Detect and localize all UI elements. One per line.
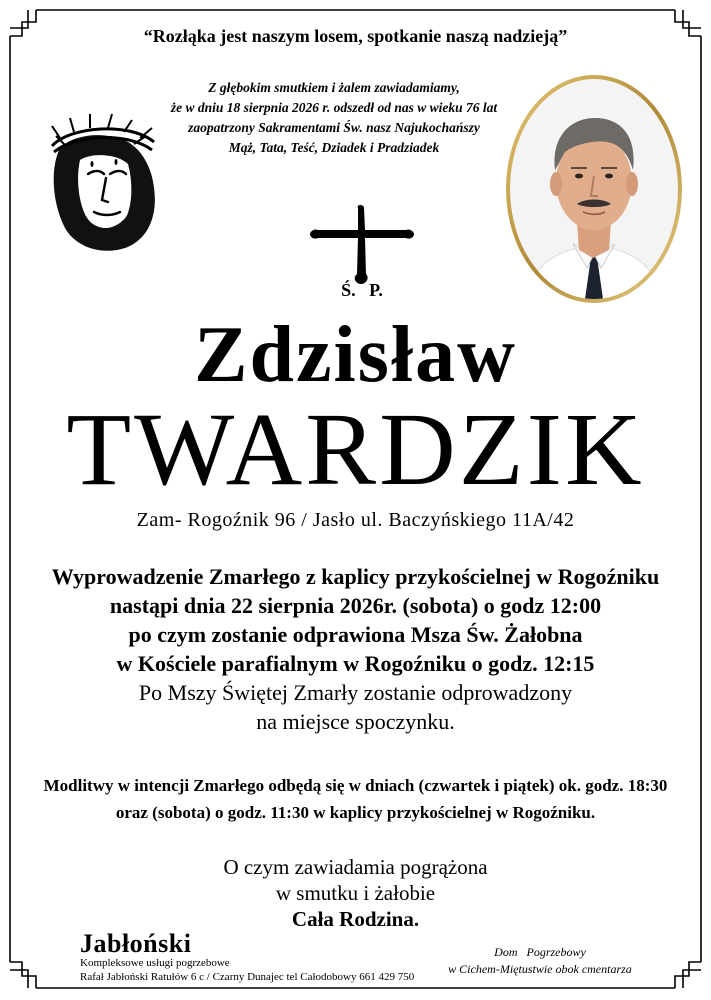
deceased-first-name: Zdzisław: [194, 311, 517, 399]
closing-notice: [0, 854, 711, 932]
closing-line: O czym zawiadamia pogrążona: [223, 855, 488, 879]
burial-details: [0, 678, 711, 736]
ceremony-details: [0, 562, 711, 678]
prayer-line: oraz (sobota) o godz. 11:30 w kaplicy przykościelnej w Rogoźniku.: [115, 803, 596, 822]
memorial-quote: “Rozłąka jest naszym losem, spotkanie naszą nadzieją”: [143, 26, 568, 46]
jesus-crown-of-thorns-image: [30, 108, 170, 258]
deceased-address: Zam- Rogoźnik 96 / Jasło ul. Baczyńskiego 11A/42: [136, 509, 575, 531]
burial-line: Po Mszy Świętej Zmarły zostanie odprowadzony: [138, 680, 573, 705]
funeral-firm-block: [80, 929, 415, 984]
ceremony-line: nastąpi dnia 22 sierpnia 2026r. (sobota) o godz 12:00: [109, 593, 602, 618]
deceased-portrait-photo: [503, 72, 685, 306]
deceased-last-name: TWARDZIK: [66, 392, 645, 507]
family-signature: Cała Rodzina.: [291, 907, 420, 931]
ceremony-line: po czym zostanie odprawiona Msza Św. Żałobna: [128, 622, 583, 647]
funeral-home-location: w Cichem-Miętustwie obok cmentarza: [448, 962, 632, 976]
intro-line: Mąż, Tata, Teść, Dziadek i Pradziadek: [228, 140, 440, 155]
funeral-firm-tagline: Kompleksowe usługi pogrzebowe: [80, 957, 230, 969]
sp-mark: Ś. P.: [341, 280, 383, 300]
intro-line: Z głębokim smutkiem i żalem zawiadamiamy,: [208, 80, 460, 95]
prayer-line: Modlitwy w intencji Zmarłego odbędą się w dniach (czwartek i piątek) ok. godz. 18:30: [43, 776, 668, 795]
funeral-home-block: [430, 944, 650, 978]
ceremony-line: Wyprowadzenie Zmarłego z kaplicy przykościelnej w Rogoźniku: [51, 564, 660, 589]
intro-line: że w dniu 18 sierpnia 2026 r. odszedł od nas w wieku 76 lat: [170, 100, 498, 115]
funeral-firm-logo: Jabłoński: [80, 929, 192, 958]
announcement-intro: [150, 78, 518, 158]
funeral-firm-address: Rafał Jabłoński Ratułów 6 c / Czarny Dunajec tel Całodobowy 661 429 750: [80, 971, 415, 983]
funeral-home-title: Dom Pogrzebowy: [494, 945, 586, 959]
ceremony-line: w Kościele parafialnym w Rogoźniku o godz. 12:15: [116, 651, 595, 676]
burial-line: na miejsce spoczynku.: [256, 709, 455, 734]
closing-line: w smutku i żałobie: [275, 881, 436, 905]
prayer-details: [0, 772, 711, 826]
intro-line: zaopatrzony Sakramentami Św. nasz Najukochańszy: [188, 120, 480, 135]
